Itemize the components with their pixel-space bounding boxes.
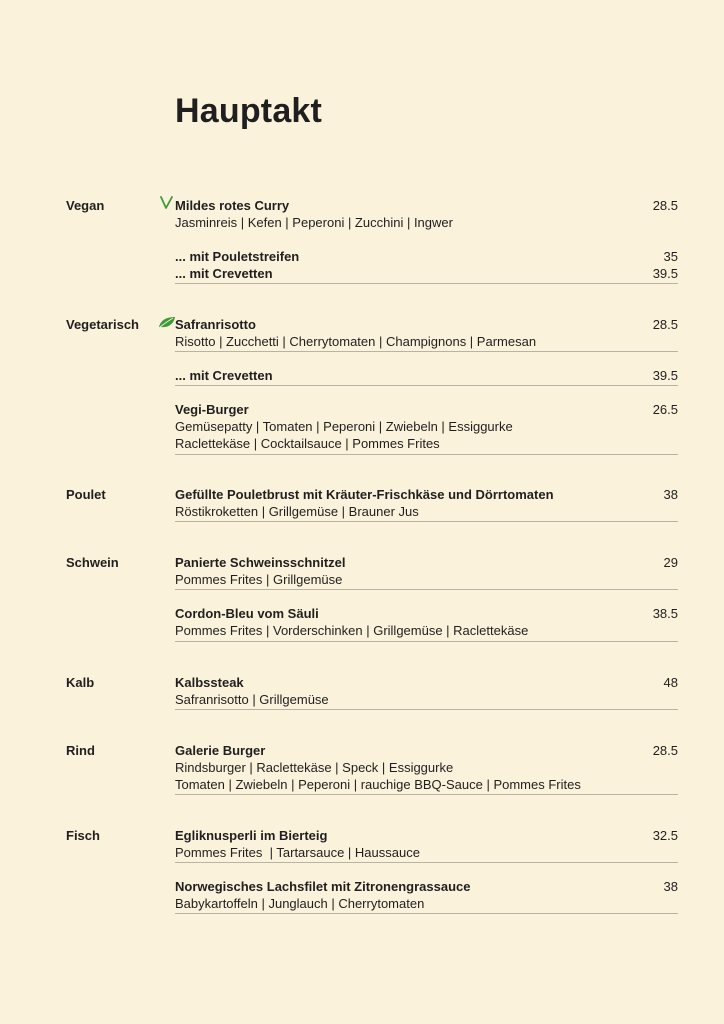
divider [175,913,678,914]
divider [175,283,678,284]
item-price: 28.5 [652,317,678,332]
item-description: Pommes Frites | Tartarsauce | Haussauce [175,845,420,860]
divider [175,709,678,710]
item-description: Risotto | Zucchetti | Cherrytomaten | Champignons | Parmesan [175,334,537,349]
item-variant-name: ... mit Crevetten [175,266,273,281]
divider [175,641,678,642]
divider [175,521,678,522]
item-description: Rindsburger | Raclettekäse | Speck | Essiggurke [175,760,454,775]
item-description: Tomaten | Zwiebeln | Peperoni | rauchige BBQ-Sauce | Pommes Frites [175,777,581,792]
category-vegetarisch: Vegetarisch [66,317,139,332]
item-description: Safranrisotto | Grillgemüse [175,692,329,707]
item-price: 38 [663,879,678,894]
item-description: Jasminreis | Kefen | Peperoni | Zucchini | Ingwer [175,215,453,230]
category-vegan: Vegan [66,198,105,213]
divider [175,589,678,590]
item-description: Pommes Frites | Grillgemüse [175,572,343,587]
item-name: Safranrisotto [175,317,256,332]
item-name: Vegi-Burger [175,402,249,417]
divider [175,862,678,863]
item-description: Röstikroketten | Grillgemüse | Brauner Jus [175,504,419,519]
divider [175,454,678,455]
item-name: Gefüllte Pouletbrust mit Kräuter-Frischkäse und Dörrtomaten [175,487,554,502]
item-price: 26.5 [652,402,678,417]
item-price: 28.5 [652,198,678,213]
page-title: Hauptakt [175,92,323,130]
item-description: Raclettekäse | Cocktailsauce | Pommes Frites [175,436,440,451]
item-name: Mildes rotes Curry [175,198,290,213]
vegan-v-icon [160,196,174,210]
item-price: 29 [663,555,678,570]
item-description: Pommes Frites | Vorderschinken | Grillgemüse | Raclettekäse [175,623,529,638]
divider [175,794,678,795]
item-price: 38.5 [652,606,678,621]
item-name: Kalbssteak [175,675,244,690]
divider [175,351,678,352]
item-description: Babykartoffeln | Junglauch | Cherrytomaten [175,896,425,911]
category-schwein: Schwein [66,555,119,570]
item-price: 48 [663,675,678,690]
item-price: 38 [663,487,678,502]
item-name: Egliknusperli im Bierteig [175,828,328,843]
item-name: Panierte Schweinsschnitzel [175,555,346,570]
divider [175,385,678,386]
category-kalb: Kalb [66,675,95,690]
item-variant-price: 35 [663,249,678,264]
item-variant-name: ... mit Pouletstreifen [175,249,300,264]
vegetarian-leaf-icon [158,316,176,329]
item-variant-price: 39.5 [652,368,678,383]
item-price: 32.5 [652,828,678,843]
item-description: Gemüsepatty | Tomaten | Peperoni | Zwiebeln | Essiggurke [175,419,513,434]
item-name: Galerie Burger [175,743,266,758]
category-poulet: Poulet [66,487,106,502]
category-rind: Rind [66,743,95,758]
item-variant-name: ... mit Crevetten [175,368,273,383]
item-price: 28.5 [652,743,678,758]
item-variant-price: 39.5 [652,266,678,281]
item-name: Norwegisches Lachsfilet mit Zitronengrassauce [175,879,471,894]
item-name: Cordon-Bleu vom Säuli [175,606,319,621]
category-fisch: Fisch [66,828,100,843]
